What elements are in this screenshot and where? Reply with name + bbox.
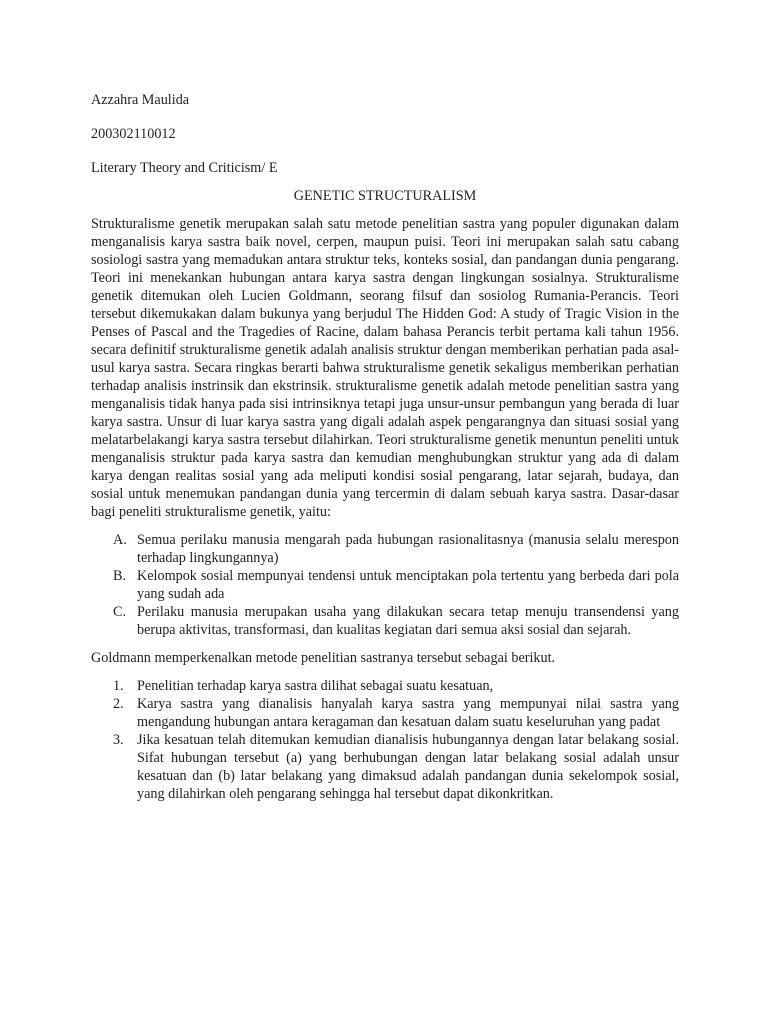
list-marker: A.	[113, 532, 127, 548]
course-name: Literary Theory and Criticism/ E	[91, 160, 278, 176]
list-item-text: Kelompok sosial mempunyai tendensi untuk menciptakan pola tertentu yang berbeda dari pola yang sudah ada	[137, 568, 679, 602]
list-marker: B.	[113, 568, 127, 584]
document-page	[91, 91, 679, 813]
list-marker: 2.	[113, 696, 124, 712]
list-marker: 3.	[113, 732, 124, 748]
list-item	[91, 531, 679, 567]
method-intro: Goldmann memperkenalkan metode penelitian sastranya tersebut sebagai berikut.	[91, 650, 556, 666]
list-item-text: Jika kesatuan telah ditemukan kemudian dianalisis hubungannya dengan latar belakang sosial. Sifat hubungan tersebut (a) yang berhubungan dengan latar belakang sosial adalah unsur kesatuan dan (b) latar belakang yang dimaksud adalah pandangan dunia sekelompok sosial, yang dilahirkan oleh pengarang sehingga hal tersebut dapat dikonkritkan.	[137, 732, 679, 802]
list-item-text: Karya sastra yang dianalisis hanyalah karya sastra yang mempunyai nilai sastra yang mengandung hubungan antara keragaman dan kesatuan dalam suatu keseluruhan yang padat	[137, 696, 679, 730]
document-title: GENETIC STRUCTURALISM	[293, 188, 477, 204]
basis-list	[91, 531, 679, 639]
list-item-text: Semua perilaku manusia mengarah pada hubungan rasionalitasnya (manusia selalu merespon terhadap lingkungannya)	[137, 532, 679, 566]
list-item-text: Penelitian terhadap karya sastra dilihat sebagai suatu kesatuan,	[137, 678, 494, 694]
method-list	[91, 677, 679, 803]
list-marker: 1.	[113, 678, 124, 694]
list-item-text: Perilaku manusia merupakan usaha yang dilakukan secara tetap menuju transendensi yang berupa aktivitas, transformasi, dan kualitas kegiatan dari semua aksi sosial dan sejarah.	[137, 604, 679, 638]
student-id: 200302110012	[91, 126, 176, 142]
list-item	[91, 567, 679, 603]
list-item	[91, 603, 679, 639]
list-item	[91, 695, 679, 731]
list-item	[91, 731, 679, 803]
list-marker: C.	[113, 604, 127, 620]
author-name: Azzahra Maulida	[91, 92, 190, 108]
intro-paragraph: Strukturalisme genetik merupakan salah satu metode penelitian sastra yang populer digunakan dalam menganalisis karya sastra baik novel, cerpen, maupun puisi. Teori ini merupakan salah satu cabang sosiologi sastra yang memadukan antara struktur teks, konteks sosial, dan pandangan dunia pengarang. Teori ini menekankan hubungan antara karya sastra dengan lingkungan sosialnya. Strukturalisme genetik ditemukan oleh Lucien Goldmann, seorang filsuf dan sosiolog Rumania-Perancis. Teori tersebut dikemukakan dalam bukunya yang berjudul The Hidden God: A study of Tragic Vision in the Penses of Pascal and the Tragedies of Racine, dalam bahasa Perancis terbit pertama kali tahun 1956. secara definitif strukturalisme genetik adalah analisis struktur dengan memberikan perhatian pada asal-usul karya sastra. Secara ringkas berarti bahwa strukturalisme genetik sekaligus memberikan perhatian terhadap analisis instrinsik dan ekstrinsik. strukturalisme genetik adalah metode penelitian sastra yang menganalisis tidak hanya pada sisi intrinsiknya tetapi juga unsur-unsur pembangun yang berada di luar karya sastra. Unsur di luar karya sastra yang digali adalah aspek pengarangnya dan situasi sosial yang melatarbelakangi karya sastra tersebut dilahirkan. Teori strukturalisme genetik menuntun peneliti untuk menganalisis struktur pada karya sastra dan kemudian menghubungkan struktur yang ada di dalam karya dengan realitas sosial yang ada meliputi kondisi sosial pengarang, latar sejarah, budaya, dan sosial untuk menemukan pandangan dunia yang tercermin di dalam sebuah karya sastra. Dasar-dasar bagi peneliti strukturalisme genetik, yaitu:	[91, 216, 679, 520]
list-item	[91, 677, 679, 695]
